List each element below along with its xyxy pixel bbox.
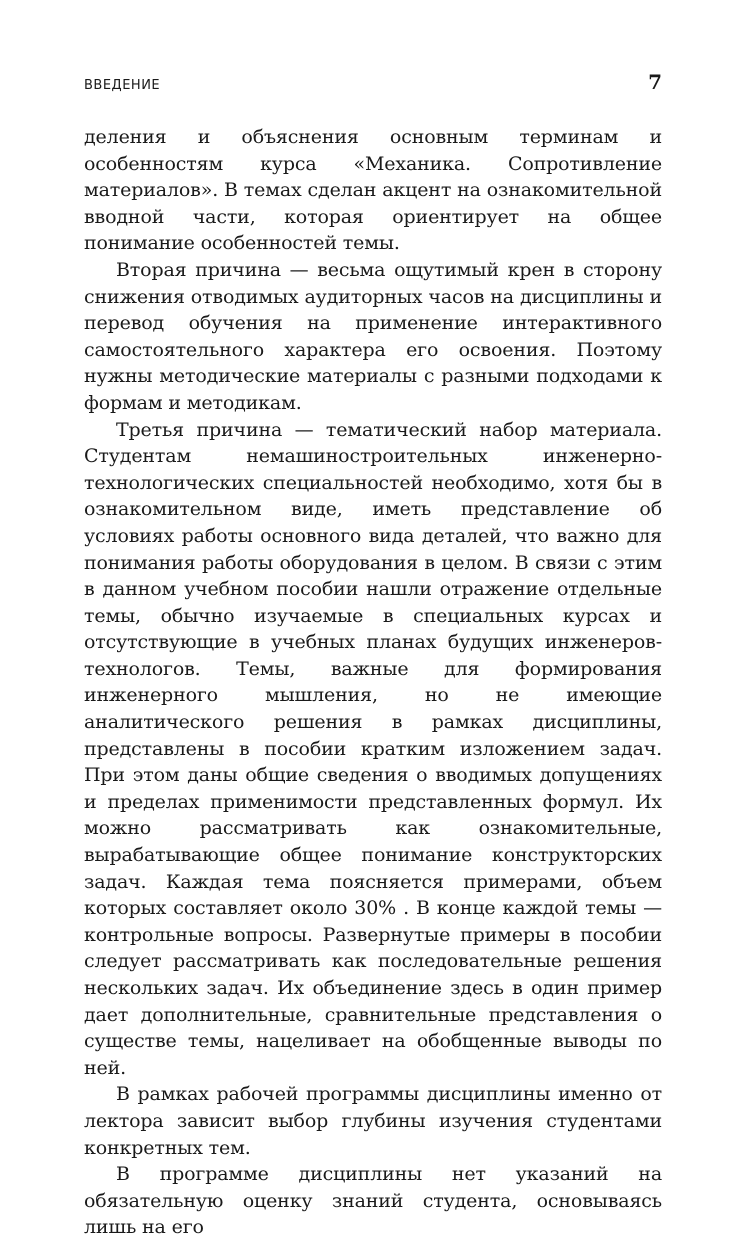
- page-number: 7: [648, 70, 662, 94]
- paragraph-second-reason: Вторая причина — весьма ощутимый крен в сторону снижения отводимых аудиторных часов на дисциплины и перевод обучения на применение интерактивного самостоятельного характера его освоения. Поэтому нужны методические материалы с разными подходами к формам и методикам.: [84, 258, 662, 414]
- section-title: ВВЕДЕНИЕ: [84, 78, 161, 93]
- book-page: [84, 70, 662, 1241]
- running-header: [84, 70, 662, 100]
- paragraph-lecturer-choice: В рамках рабочей программы дисциплины именно от лектора зависит выбор глубины изучения студентами конкретных тем.: [84, 1083, 662, 1159]
- body-text: [84, 124, 662, 1241]
- paragraph-program-assessment: В программе дисциплины нет указаний на обязательную оценку знаний студента, основываясь лишь на его: [84, 1163, 662, 1239]
- paragraph-third-reason: Третья причина — тематический набор материала. Студентам немашиностроительных инженерно-технологических специальностей необходимо, хотя бы в ознакомительном виде, иметь представление об условиях работы основного вида деталей, что важно для понимания работы оборудования в целом. В связи с этим в данном учебном пособии нашли отражение отдельные темы, обычно изучаемые в специальных курсах и отсутствующие в учебных планах будущих инженеров-технологов. Темы, важные для формирования инженерного мышления, но не имеющие аналитического решения в рамках дисциплины, представлены в пособии кратким изложением задач. При этом даны общие сведения о вводимых допущениях и пределах применимости представленных формул. Их можно рассматривать как ознакомительные, вырабатывающие общее понимание конструкторских задач. Каждая тема поясняется примерами, объем которых составляет около 30% . В конце каждой темы — контрольные вопросы. Развернутые примеры в пособии следует рассматривать как последовательные решения нескольких задач. Их объединение здесь в один пример дает дополнительные, сравнительные представления о существе темы, нацеливает на обобщенные выводы по ней.: [84, 418, 662, 1079]
- paragraph-continuation: деления и объяснения основным терминам и особенностям курса «Механика. Сопротивление материалов». В темах сделан акцент на ознакомительной вводной части, которая ориентирует на общее понимание особенностей темы.: [84, 126, 662, 255]
